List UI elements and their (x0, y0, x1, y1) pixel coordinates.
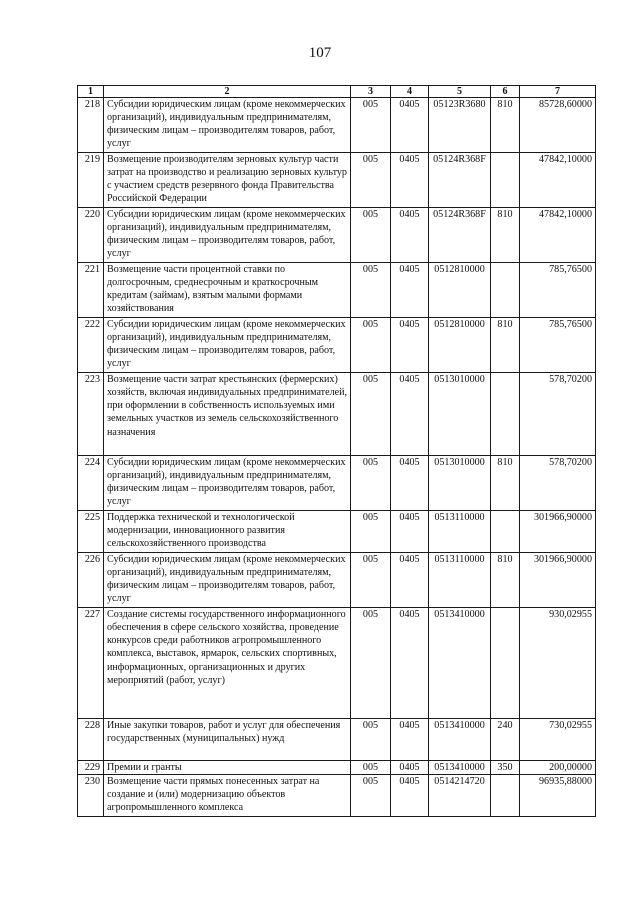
section-code: 0405 (391, 153, 429, 208)
section-code: 0405 (391, 208, 429, 263)
target-article-code: 0513010000 (429, 373, 491, 456)
admin-code: 005 (351, 553, 391, 608)
admin-code: 005 (351, 761, 391, 775)
expense-type-code: 240 (491, 719, 520, 761)
row-number: 226 (78, 553, 104, 608)
row-number: 230 (78, 775, 104, 817)
row-description: Субсидии юридическим лицам (кроме некоммерческих организаций), индивидуальным предпринимателям, физическим лицам – производителям товаров, работ, услуг (104, 456, 351, 511)
expense-type-code: 810 (491, 318, 520, 373)
header-row (78, 86, 596, 98)
section-code: 0405 (391, 373, 429, 456)
table-row (78, 318, 596, 373)
admin-code: 005 (351, 318, 391, 373)
row-description: Субсидии юридическим лицам (кроме некоммерческих организаций), индивидуальным предпринимателям, физическим лицам – производителям товаров, работ, услуг (104, 553, 351, 608)
table-row (78, 553, 596, 608)
row-amount: 47842,10000 (520, 208, 596, 263)
row-number: 218 (78, 98, 104, 153)
row-number: 227 (78, 608, 104, 719)
table-row (78, 719, 596, 761)
table-row (78, 761, 596, 775)
section-code: 0405 (391, 761, 429, 775)
section-code: 0405 (391, 719, 429, 761)
row-description: Возмещение части затрат крестьянских (фермерских) хозяйств, включая индивидуальных предпринимателей, при оформлении в собственность используемых ими земельных участков из земель сельскохозяйственного назначения (104, 373, 351, 456)
target-article-code: 0513410000 (429, 761, 491, 775)
admin-code: 005 (351, 511, 391, 553)
section-code: 0405 (391, 775, 429, 817)
section-code: 0405 (391, 553, 429, 608)
expense-type-code (491, 373, 520, 456)
row-description: Премии и гранты (104, 761, 351, 775)
table-row (78, 511, 596, 553)
target-article-code: 0513410000 (429, 719, 491, 761)
row-description: Возмещение производителям зерновых культур части затрат на производство и реализацию зерновых культур с участием средств резервного фонда Правительства Российской Федерации (104, 153, 351, 208)
column-header: 2 (104, 86, 351, 98)
admin-code: 005 (351, 208, 391, 263)
target-article-code: 0513110000 (429, 553, 491, 608)
row-description: Возмещение части процентной ставки по долгосрочным, среднесрочным и краткосрочным кредитам (займам), взятым малыми формами хозяйствования (104, 263, 351, 318)
row-number: 219 (78, 153, 104, 208)
admin-code: 005 (351, 153, 391, 208)
admin-code: 005 (351, 775, 391, 817)
section-code: 0405 (391, 511, 429, 553)
expense-type-code (491, 153, 520, 208)
row-amount: 578,70200 (520, 373, 596, 456)
row-amount: 200,00000 (520, 761, 596, 775)
row-description: Субсидии юридическим лицам (кроме некоммерческих организаций), индивидуальным предпринимателям, физическим лицам – производителям товаров, работ, услуг (104, 208, 351, 263)
table-row (78, 373, 596, 456)
row-number: 228 (78, 719, 104, 761)
column-header: 7 (520, 86, 596, 98)
row-description: Создание системы государственного информационного обеспечения в сфере сельского хозяйства, проведение конкурсов среди работников агропромышленного комплекса, выставок, ярмарок, сельских спортивных, информационных, организационных и других мероприятий (работ, услуг) (104, 608, 351, 719)
expense-type-code (491, 263, 520, 318)
row-amount: 730,02955 (520, 719, 596, 761)
admin-code: 005 (351, 608, 391, 719)
row-description: Поддержка технической и технологической модернизации, инновационного развития сельскохозяйственного производства (104, 511, 351, 553)
target-article-code: 05124R368F (429, 208, 491, 263)
table-row (78, 775, 596, 817)
row-description: Субсидии юридическим лицам (кроме некоммерческих организаций), индивидуальным предпринимателям, физическим лицам – производителям товаров, работ, услуг (104, 98, 351, 153)
column-header: 1 (78, 86, 104, 98)
target-article-code: 0512810000 (429, 318, 491, 373)
row-amount: 301966,90000 (520, 553, 596, 608)
page-number: 107 (308, 45, 332, 61)
expense-type-code: 810 (491, 553, 520, 608)
row-description: Возмещение части прямых понесенных затрат на создание и (или) модернизацию объектов агропромышленного комплекса (104, 775, 351, 817)
expense-type-code: 810 (491, 98, 520, 153)
row-number: 220 (78, 208, 104, 263)
expense-type-code: 810 (491, 456, 520, 511)
section-code: 0405 (391, 98, 429, 153)
budget-table (77, 85, 596, 817)
table-row (78, 98, 596, 153)
admin-code: 005 (351, 456, 391, 511)
expense-type-code (491, 775, 520, 817)
expense-type-code (491, 608, 520, 719)
column-header: 3 (351, 86, 391, 98)
table-row (78, 153, 596, 208)
admin-code: 005 (351, 98, 391, 153)
row-number: 223 (78, 373, 104, 456)
column-header: 5 (429, 86, 491, 98)
table-row (78, 608, 596, 719)
row-number: 225 (78, 511, 104, 553)
expense-type-code: 350 (491, 761, 520, 775)
row-amount: 85728,60000 (520, 98, 596, 153)
row-description: Иные закупки товаров, работ и услуг для обеспечения государственных (муниципальных) нужд (104, 719, 351, 761)
row-description: Субсидии юридическим лицам (кроме некоммерческих организаций), индивидуальным предпринимателям, физическим лицам – производителям товаров, работ, услуг (104, 318, 351, 373)
expense-type-code: 810 (491, 208, 520, 263)
target-article-code: 0513110000 (429, 511, 491, 553)
table-row (78, 208, 596, 263)
section-code: 0405 (391, 263, 429, 318)
row-number: 221 (78, 263, 104, 318)
target-article-code: 0513410000 (429, 608, 491, 719)
section-code: 0405 (391, 608, 429, 719)
column-header: 6 (491, 86, 520, 98)
row-amount: 785,76500 (520, 318, 596, 373)
row-amount: 785,76500 (520, 263, 596, 318)
table-row (78, 456, 596, 511)
row-amount: 578,70200 (520, 456, 596, 511)
target-article-code: 0512810000 (429, 263, 491, 318)
row-amount: 301966,90000 (520, 511, 596, 553)
section-code: 0405 (391, 456, 429, 511)
row-amount: 47842,10000 (520, 153, 596, 208)
target-article-code: 0513010000 (429, 456, 491, 511)
row-amount: 96935,88000 (520, 775, 596, 817)
column-header: 4 (391, 86, 429, 98)
section-code: 0405 (391, 318, 429, 373)
row-number: 222 (78, 318, 104, 373)
target-article-code: 0514214720 (429, 775, 491, 817)
target-article-code: 05123R3680 (429, 98, 491, 153)
row-number: 229 (78, 761, 104, 775)
admin-code: 005 (351, 263, 391, 318)
target-article-code: 05124R368F (429, 153, 491, 208)
row-amount: 930,02955 (520, 608, 596, 719)
row-number: 224 (78, 456, 104, 511)
table-row (78, 263, 596, 318)
admin-code: 005 (351, 373, 391, 456)
expense-type-code (491, 511, 520, 553)
admin-code: 005 (351, 719, 391, 761)
